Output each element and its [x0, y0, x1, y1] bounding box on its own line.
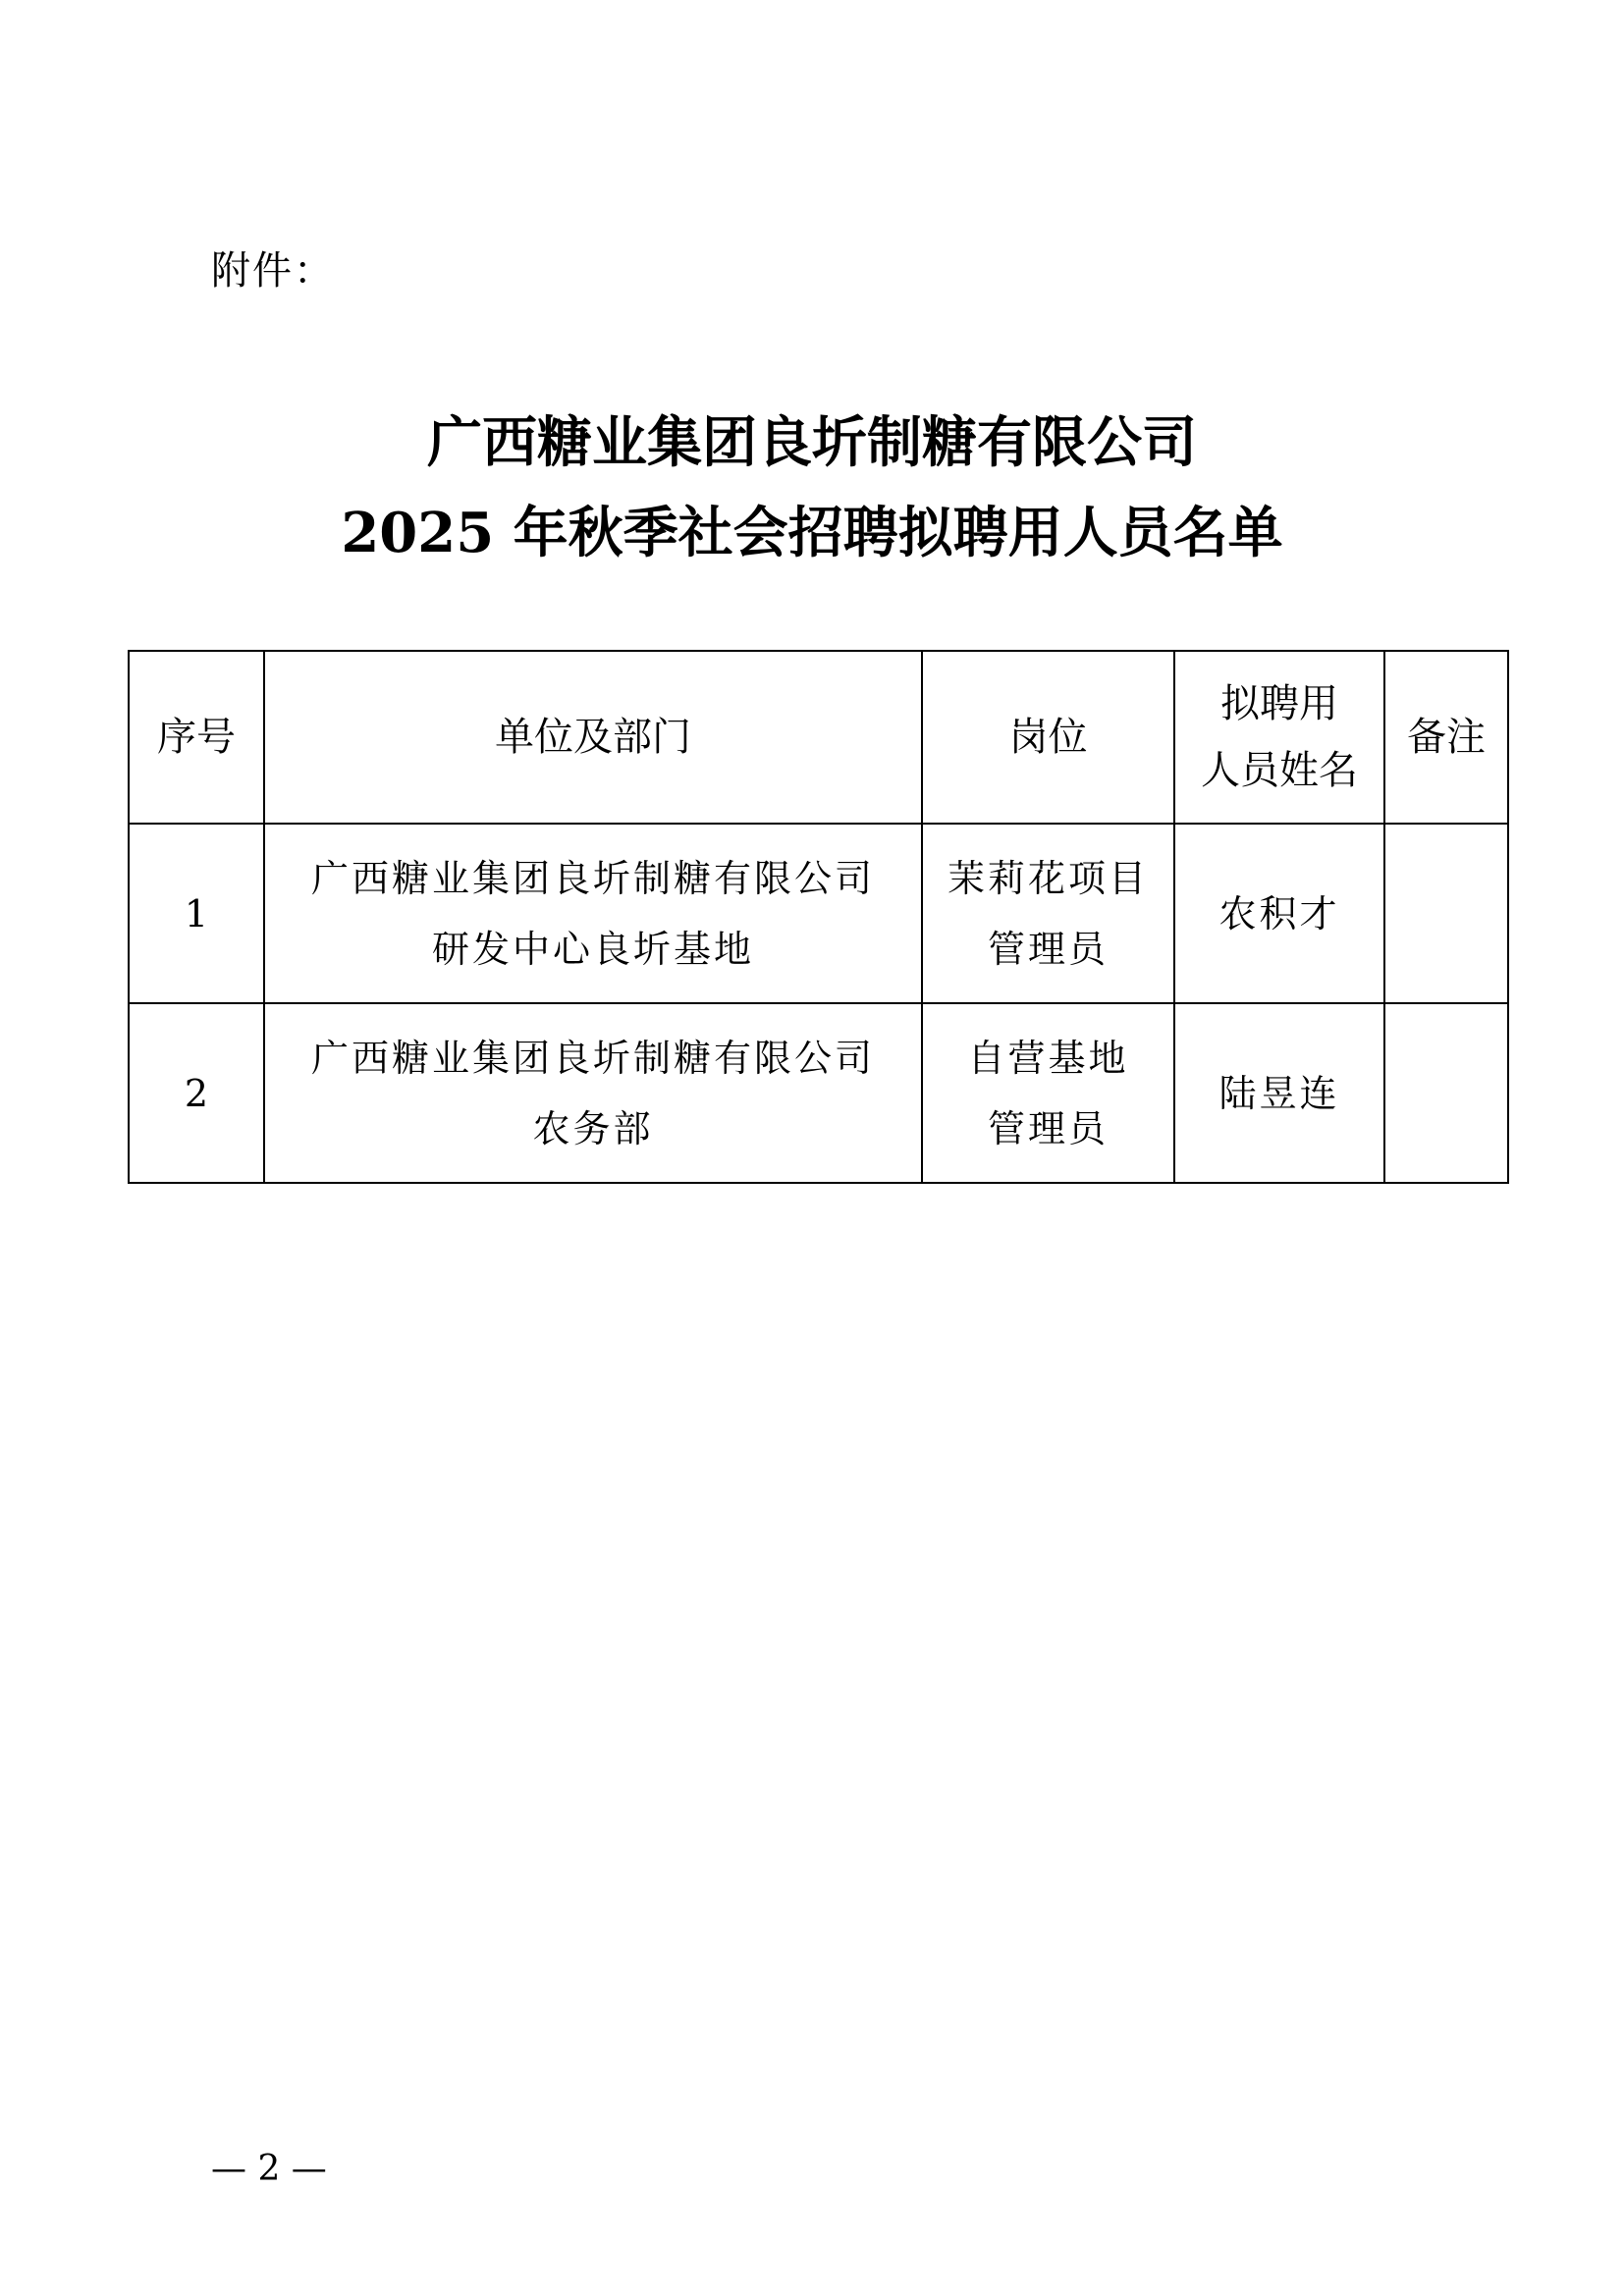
row-position-line2: 管理员	[987, 927, 1109, 971]
table-row	[129, 824, 1508, 1003]
attachment-label: 附件：	[211, 248, 335, 294]
row-position	[922, 824, 1174, 1003]
row-unit-line2: 农务部	[532, 1106, 654, 1150]
row-unit	[264, 1003, 922, 1183]
header-seq: 序号	[129, 651, 264, 824]
row-name: 农积才	[1174, 824, 1384, 1003]
row-position	[922, 1003, 1174, 1183]
row-name: 陆昱连	[1174, 1003, 1384, 1183]
row-remarks	[1384, 824, 1508, 1003]
header-position: 岗位	[922, 651, 1174, 824]
row-position-line1: 自营基地	[967, 1036, 1129, 1080]
title-line-roster: 2025 年秋季社会招聘拟聘用人员名单	[341, 501, 1283, 565]
header-remarks: 备注	[1384, 651, 1508, 824]
row-seq: 1	[129, 824, 264, 1003]
header-name-line2: 人员姓名	[1201, 748, 1358, 793]
table-header-row	[129, 651, 1508, 824]
table-row	[129, 1003, 1508, 1183]
hiring-roster-table	[128, 650, 1509, 1184]
header-name-line1: 拟聘用	[1220, 681, 1338, 726]
row-unit-line1: 广西糖业集团良圻制糖有限公司	[310, 856, 875, 900]
header-name	[1174, 651, 1384, 824]
row-seq: 2	[129, 1003, 264, 1183]
document-title	[0, 398, 1624, 578]
row-position-line2: 管理员	[987, 1106, 1109, 1150]
row-unit-line2: 研发中心良圻基地	[431, 927, 754, 971]
title-line-company: 广西糖业集团良圻制糖有限公司	[427, 410, 1197, 475]
page-number: — 2 —	[211, 2149, 327, 2189]
row-position-line1: 茉莉花项目	[947, 856, 1149, 900]
header-unit: 单位及部门	[264, 651, 922, 824]
row-unit-line1: 广西糖业集团良圻制糖有限公司	[310, 1036, 875, 1080]
row-remarks	[1384, 1003, 1508, 1183]
row-unit	[264, 824, 922, 1003]
